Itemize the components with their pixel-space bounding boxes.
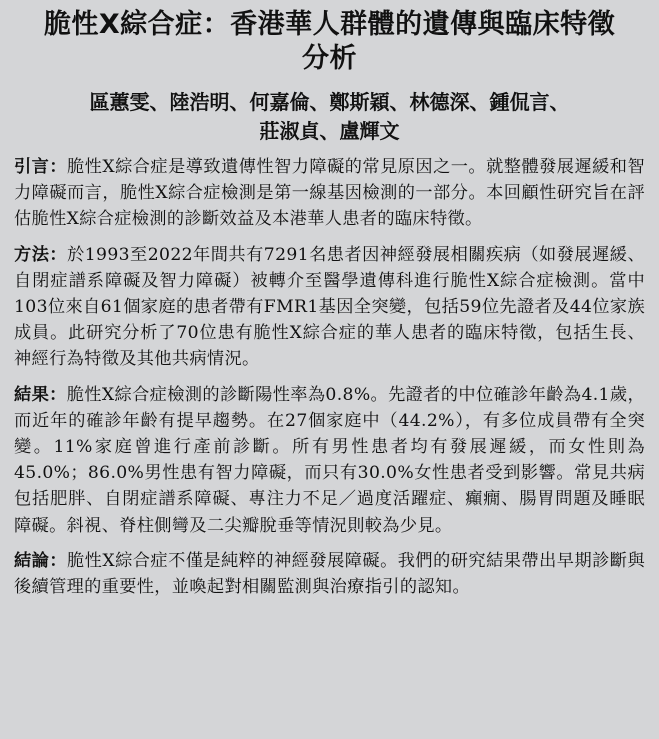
introduction-text: 脆性X綜合症是導致遺傳性智力障礙的常見原因之一。就整體發展遲緩和智力障礙而言，脆性X綜合症檢測是第一線基因檢測的一部分。本回顧性研究旨在評估脆性X綜合症檢測的診斷效益及本港華人患者的臨床特徵。 [14, 157, 645, 230]
methods-heading: 方法： [14, 244, 68, 265]
paper-title [14, 8, 645, 76]
results-section [14, 382, 645, 539]
author-list [14, 88, 645, 146]
introduction-heading: 引言： [14, 157, 68, 177]
authors-line-1: 區蕙雯、陸浩明、何嘉倫、鄭斯穎、林德深、鍾侃言、 [89, 90, 570, 114]
authors-line-2: 莊淑貞、盧輝文 [259, 119, 400, 143]
results-text: 脆性X綜合症檢測的診斷陽性率為0.8%。先證者的中位確診年齡為4.1歲，而近年的確診年齡有提早趨勢。在27個家庭中（44.2%），有多位成員帶有全突變。11%家庭曾進行產前診斷。所有男性患者均有發展遲緩，而女性則為45.0%；86.0%男性患有智力障礙，而只有30.0%女性患者受到影響。常見共病包括肥胖、自閉症譜系障礙、專注力不足／過度活躍症、癲癇、腸胃問題及睡眠障礙。斜視、脊柱側彎及二尖瓣脫垂等情況則較為少見。 [14, 384, 645, 536]
title-line-1: 脆性X綜合症：香港華人群體的遺傳與臨床特徵 [43, 9, 616, 40]
methods-section [14, 242, 645, 373]
title-line-2: 分析 [302, 43, 357, 74]
conclusion-text: 脆性X綜合症不僅是純粹的神經發展障礙。我們的研究結果帶出早期診斷與後續管理的重要性，並喚起對相關監測與治療指引的認知。 [14, 550, 645, 598]
introduction-section [14, 154, 645, 233]
results-heading: 結果： [14, 384, 67, 405]
methods-text: 於1993至2022年間共有7291名患者因神經發展相關疾病（如發展遲緩、自閉症譜系障礙及智力障礙）被轉介至醫學遺傳科進行脆性X綜合症檢測。當中103位來自61個家庭的患者帶有FMR1基因全突變，包括59位先證者及44位家族成員。此研究分析了70位患有脆性X綜合症的華人患者的臨床特徵，包括生長、神經行為特徵及其他共病情況。 [14, 244, 645, 370]
conclusion-heading: 結論： [14, 550, 68, 571]
conclusion-section [14, 548, 645, 600]
